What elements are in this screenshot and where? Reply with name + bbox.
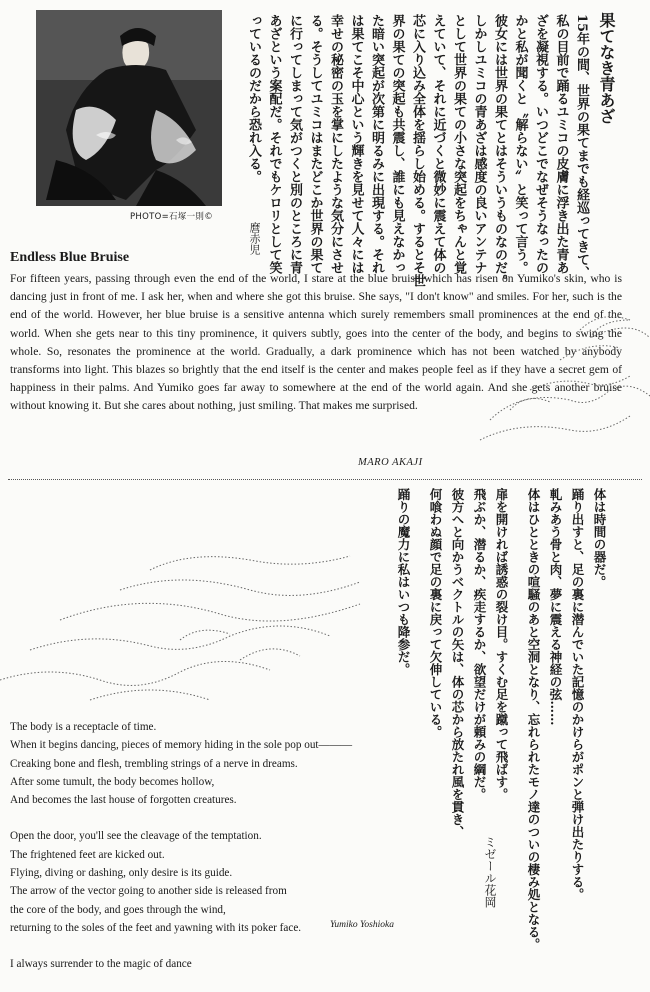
jp-essay-line: る。そうしてユミコはまたどこか世界の果て: [307, 14, 323, 274]
jp-poem-line: 彼方へと向かうベクトルの矢は、体の芯から放たれ風を貫き、: [450, 488, 465, 838]
en-poem-line: returning to the soles of the feet and yawning with its poker face.: [10, 921, 302, 934]
jp-poem-line: 軋みあう骨と肉、夢に震える神経の弦……: [548, 488, 563, 726]
en-title: Endless Blue Bruise: [10, 250, 130, 265]
jp-poem-line: 飛ぶか、潜るか、疾走するか、欲望だけが頼みの綱だ。: [472, 488, 487, 801]
en-poem-line: Open the door, you'll see the cleavage of the temptation.: [10, 830, 262, 843]
photo-credit: PHOTO=石塚一則©: [130, 212, 214, 222]
en-poem-line: And becomes the last house of forgotten creatures.: [10, 794, 237, 807]
jp-essay-line: 芯に入り込み全体を揺らし始める。するとそ世: [410, 14, 425, 287]
en-poem-line: When it begins dancing, pieces of memory hiding in the sole pop out———: [10, 739, 353, 752]
dancer-photo: [36, 10, 222, 206]
jp-essay-line: た暗い突起が次第に明るみに出現する。それ: [369, 14, 384, 274]
en-poem-line: the core of the body, and goes through the wind,: [10, 903, 226, 916]
en-poem-author: Yumiko Yoshioka: [330, 920, 394, 930]
en-author: MARO AKAJI: [358, 457, 423, 468]
jp-essay-line: 界の果ての突起も共震し、誰にも見えなかっ: [389, 14, 405, 274]
en-poem-line: After some tumult, the body becomes hollow,: [10, 775, 215, 788]
jp-poem-line: 体はひとときの喧騒のあと空洞となり、忘れられたモノ達のついの棲み処となる。: [526, 488, 541, 951]
cloud-decoration-right: [470, 300, 650, 460]
jp-poem-line: 踊りの魔力に私はいつも降参だ。: [396, 488, 411, 676]
jp-essay-line: かと私が聞くと〝解らない〟と笑って言う。: [512, 14, 528, 274]
jp-essay-line: しかしユミコの青あざは感度の良いアンテナ: [471, 14, 487, 274]
en-poem-stanza: [10, 718, 410, 809]
jp-essay-line: に行ってしまって気がつくと別のところに青: [287, 14, 302, 274]
jp-essay-line: 彼女には世界の果てとはそういうものなのだ。: [492, 14, 507, 287]
en-poem-line: The body is a receptacle of time.: [10, 721, 157, 733]
jp-essay-line: 幸せの秘密の玉を掌にしたような気分にさせ: [328, 14, 343, 274]
en-poem-line: Flying, diving or dashing, only desire is its guide.: [10, 867, 233, 880]
jp-poem-line: 体は時間の器だ。: [592, 488, 607, 588]
jp-poem-line: 踊り出すと、足の裏に潜んでいた記憶のかけらがポンと弾け出たりする。: [570, 488, 585, 901]
en-poem-block: [10, 718, 410, 992]
en-poem-line: I always surrender to the magic of dance: [10, 958, 192, 971]
en-poem-line: The arrow of the vector going to another side is released from: [10, 885, 287, 898]
jp-title: 果てなき青あざ: [597, 12, 616, 124]
section-divider: [8, 479, 642, 480]
en-poem-stanza: [10, 955, 410, 973]
dancer-figure-image: [36, 10, 222, 206]
jp-essay-line: として世界の果ての小さな突起をちゃんと覚: [451, 14, 466, 274]
jp-essay-line: 私の目前で踊るユミコの皮膚に浮き出た青あ: [553, 14, 569, 274]
en-essay-paragraph: For fifteen years, passing through even the end of the world, I stare at the blue bruise which has risen on Yumiko's skin, who is dancing just in front of me. I ask her, when and where she got this bruise. She says, "I don't know" and smiles. For her, such is the end of the world. However, her blue bruise is a sensitive antenna which surely remembers small prominences at the end of the world. When she gets near to this tiny prominence, it quivers subtly, goes into the center of the body, and begins to swing the whole. So, resonates the prominence at the world. Gradually, a dark prominence which has not been watched by anybody transforms into light. This blazes so brightly that the end itself is the center and makes people feel as if they have a secret gem of happiness in their palms. And Yumiko goes far away to somewhere at the end of the world again. And she gets another bruise without knowing it. But she cares about nothing, just smiling. That makes me surprised.: [10, 272, 622, 413]
jp-poem-author: ミゼール花岡: [483, 836, 497, 908]
jp-essay-line: 15年の間、世界の果てまでも経巡ってきて、: [574, 14, 589, 280]
cloud-decoration-left: [0, 540, 400, 710]
jp-essay-line: は果てこそ中心という輝きを見せて人々には: [348, 14, 364, 274]
jp-author: 麿赤児: [248, 222, 261, 255]
en-poem-line: The frightened feet are kicked out.: [10, 848, 165, 861]
jp-essay-line: えていて、それに近づくと微妙に震えて体の: [430, 14, 446, 274]
jp-essay-line: ざを凝視する。いつどこでなぜそうなったの: [533, 14, 548, 274]
jp-poem-line: 扉を開ければ誘惑の裂け目。すくむ足を蹴って飛ばす。: [494, 488, 509, 801]
jp-poem-line: 何喰わぬ顔で足の裏に戻って欠伸している。: [428, 488, 443, 738]
jp-essay-line: あざという案配だ。それでもケロリとして笑: [266, 14, 282, 274]
jp-essay-line: っているのだから恐れ入る。: [246, 14, 261, 183]
en-poem-line: Creaking bone and flesh, trembling strings of a nerve in dreams.: [10, 757, 298, 770]
